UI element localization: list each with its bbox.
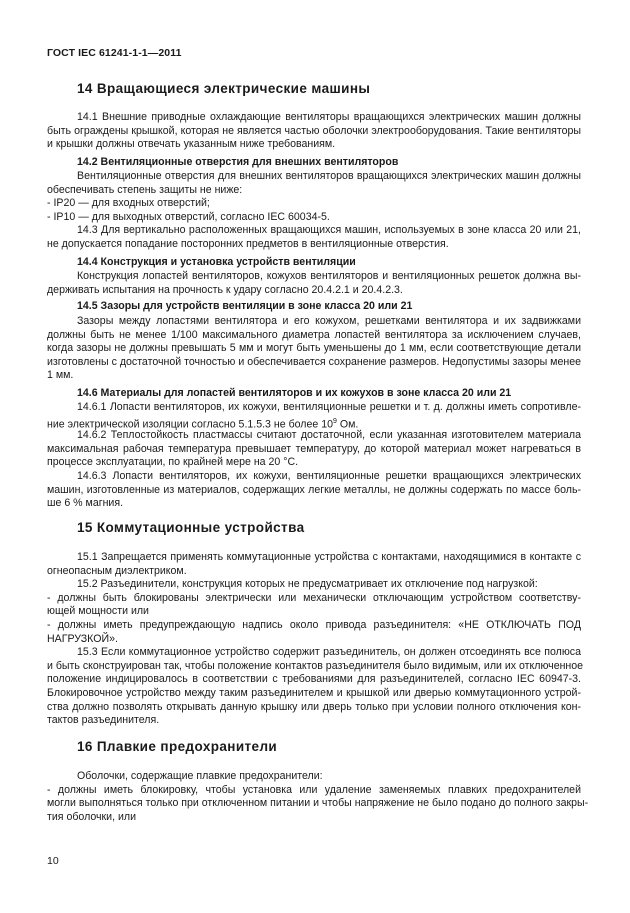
paragraph-14-6-2: 14.6.2 Теплостойкость пластмассы считают достаточной, если указанная изготовителем материала максимальная рабочая температура превышает температуру, до которой материал может нагреваться в процессе эксплуатации, по крайней мере на 20 °С. [47, 429, 581, 469]
paragraph-14-1: 14.1 Внешние приводные охлаждающие вентиляторы вращающихся электрических машин должны быть ограждены крышкой, которая не является частью оболочки электрооборудования. Такие вентиляторы и крышки должны отвечать указанным ниже требованиям. [47, 111, 581, 151]
paragraph-14-6-3: 14.6.3 Лопасти вентиляторов, их кожухи, вентиляционные решетки вращающихся электрических машин, изготовленные из материалов, содержащих легкие металлы, не должны содержать по массе боль- ше 6 % магния. [47, 470, 581, 510]
paragraph-14-5: Зазоры между лопастями вентилятора и его кожухом, решетками вентилятора и их задвижками должны быть не менее 1/100 максимального диаметра лопастей вентилятора за исключением случаев, когда зазоры не должны превышать 5 мм и могут быть уменьшены до 1 мм, если соответствующие детали изготовлены с достаточной точностью и обеспечивается сохранение размеров. Недопустимы зазоры менее 1 мм. [47, 315, 581, 382]
section-15-title: Коммутационные устройства [96, 520, 305, 535]
paragraph-16: Оболочки, содержащие плавкие предохранители: - должны иметь блокировку, чтобы установка или удаление заменяемых плавких предохранителей могли выполняться только при отключенном питании и чтобы напряжение не было подано до полного закры- тия оболочки, или [47, 770, 589, 823]
section-16-title: Плавкие предохранители [96, 739, 278, 754]
section-15-heading [77, 520, 305, 535]
section-14-5-heading: 14.5 Зазоры для устройств вентиляции в зоне класса 20 или 21 [77, 300, 413, 312]
section-14-2-heading: 14.2 Вентиляционные отверстия для внешних вентиляторов [77, 156, 399, 168]
section-14-6-heading: 14.6 Материалы для лопастей вентиляторов и их кожухов в зоне класса 20 или 21 [77, 387, 512, 399]
section-14-heading [77, 81, 370, 96]
section-14-title: Вращающиеся электрические машины [96, 81, 371, 96]
section-15-number: 15 [77, 520, 93, 535]
section-16-number: 16 [77, 739, 93, 754]
paragraph-15: 15.1 Запрещается применять коммутационные устройства с контактами, находящимися в контакте с огнеопасным диэлектриком. 15.2 Разъединители, конструкция которых не предусматривает их отключение под нагрузкой: - должны быть блокированы электрически или механически отключающим устройством соответству- ющей мощности или - должны иметь предупреждающую надпись около привода разъединителя: «НЕ ОТКЛЮЧАТЬ ПОД НАГРУЗКОЙ». 15.3 Если коммутационное устройство содержит разъединитель, он должен отсоединять все полюса и быть сконструирован так, чтобы положение контактов разъединителя было видимым, или их отключенное положение индицировалось в соответствии с требованиями для разъединителей, согласно IEC 60947-3. Блокировочное устройство между таким разъединителем и крышкой или дверью коммутационного устрой- ства должно позволять открывать данную крышку или дверь только при условии полного отключения кон- тактов разъединителя. [47, 551, 584, 727]
paragraph-14-6-1: 14.6.1 Лопасти вентиляторов, их кожухи, вентиляционные решетки и т. д. должны иметь сопротивле- ние электрической изоляции согласно 5.1.5.3 не более $10^9$ Ом. [47, 401, 581, 431]
document-header: ГОСТ IEC 61241-1-1—2011 [47, 47, 182, 59]
paragraph-14-2: Вентиляционные отверстия для внешних вентиляторов вращающихся электрических машин должны обеспечивать степень защиты не ниже: - IP20 — для входных отверстий; - IP10 — для выходных отверстий, согласно IEC 60034-5. 14.3 Для вертикально расположенных вращающихся машин, используемых в зоне класса 20 или 21, не допускается попадание посторонних предметов в вентиляционные отверстия. [47, 170, 581, 250]
section-14-number: 14 [77, 81, 93, 96]
paragraph-14-4: Конструкция лопастей вентиляторов, кожухов вентиляторов и вентиляционных решеток должна вы- держивать испытания на прочность к удару согласно 20.4.2.1 и 20.4.2.3. [47, 270, 581, 296]
section-14-4-heading: 14.4 Конструкция и установка устройств вентиляции [77, 256, 356, 268]
page-number: 10 [47, 855, 59, 867]
section-16-heading [77, 739, 277, 754]
